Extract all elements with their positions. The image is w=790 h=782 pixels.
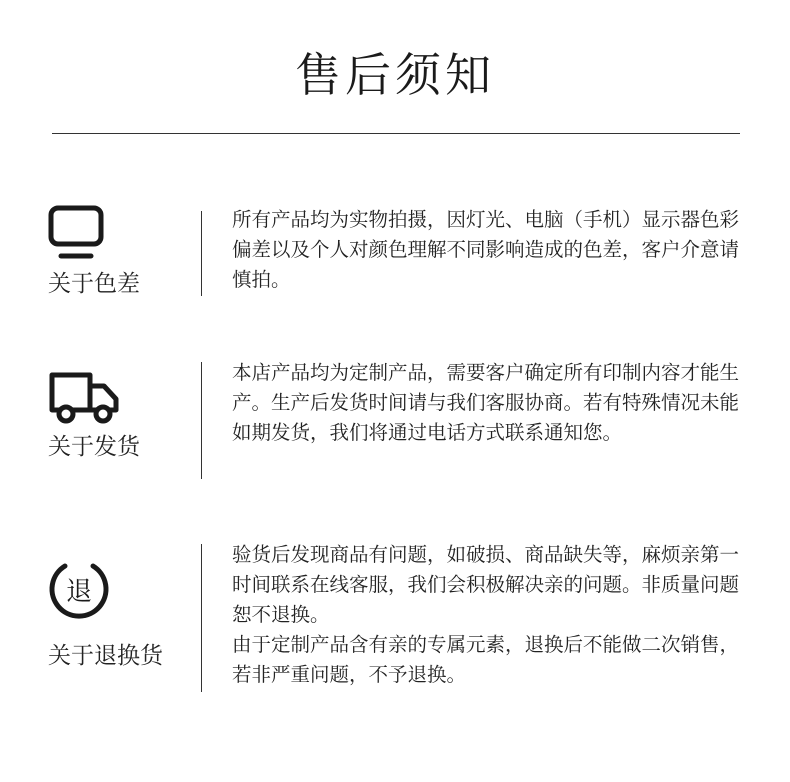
section-paragraph: 所有产品均为实物拍摄，因灯光、电脑（手机）显示器色彩偏差以及个人对颜色理解不同影响造成的色差，客户介意请慎拍。 — [232, 208, 740, 291]
section-body — [232, 540, 756, 690]
section-label: 关于色差 — [48, 271, 140, 297]
section-paragraph: 验货后发现商品有问题，如破损、商品缺失等，麻烦亲第一时间联系在线客服，我们会积极解决亲的问题。非质量问题恕不退换。 — [232, 543, 740, 626]
delivery-truck-icon — [46, 370, 136, 426]
section-divider — [201, 211, 202, 296]
return-badge-text: 退 — [65, 577, 93, 607]
title-divider — [52, 133, 740, 134]
return-badge-icon — [46, 557, 136, 623]
section-divider — [201, 362, 202, 479]
section-divider — [201, 544, 202, 692]
section-body — [232, 205, 756, 295]
section-paragraph: 本店产品均为定制产品，需要客户确定所有印制内容才能生产。生产后发货时间请与我们客服协商。若有特殊情况未能如期发货，我们将通过电话方式联系通知您。 — [232, 361, 740, 444]
section-body — [232, 358, 756, 448]
monitor-icon — [46, 205, 136, 261]
section-label: 关于发货 — [48, 434, 140, 460]
section-label: 关于退换货 — [48, 643, 163, 669]
page-title: 售后须知 — [295, 48, 495, 102]
section-paragraph: 由于定制产品含有亲的专属元素，退换后不能做二次销售，若非严重问题，不予退换。 — [232, 633, 740, 686]
